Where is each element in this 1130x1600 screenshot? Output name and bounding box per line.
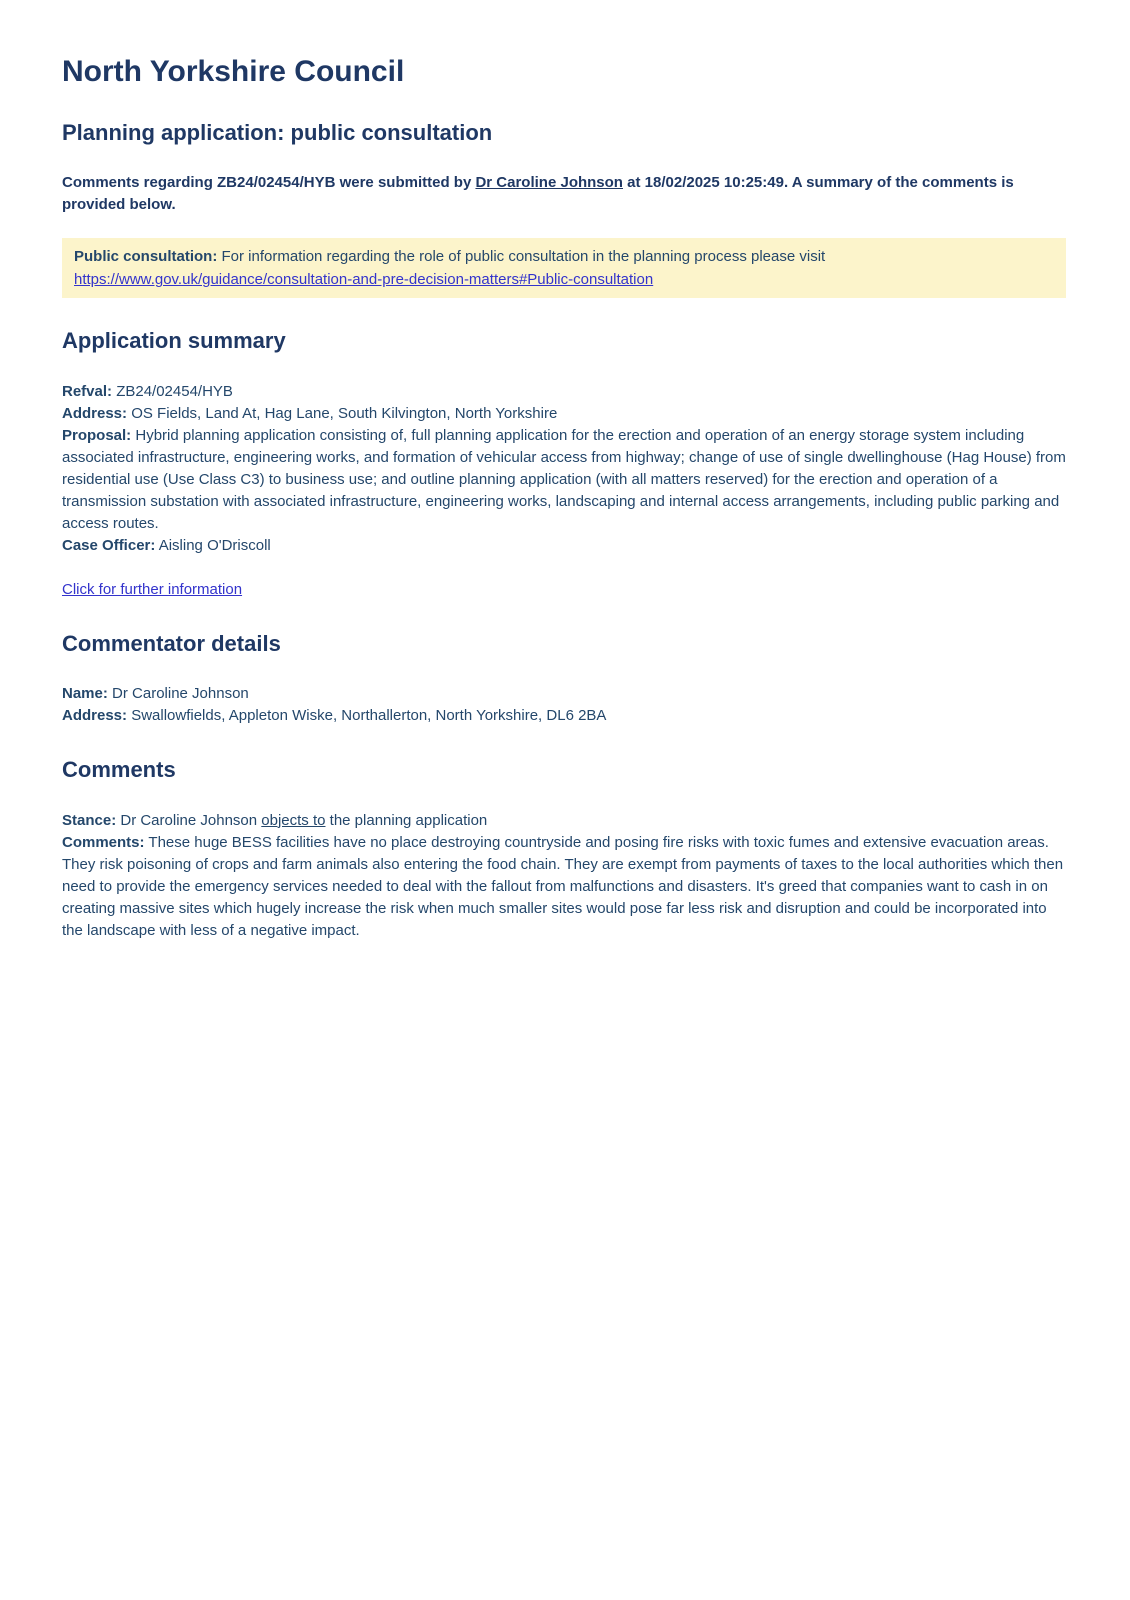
case-officer-value: Aisling O'Driscoll [155, 536, 271, 554]
notice-label: Public consultation: [74, 248, 218, 266]
site-address-label: Address: [62, 404, 128, 422]
case-officer-label: Case Officer: [62, 536, 156, 554]
proposal-line [62, 425, 1066, 535]
proposal-label: Proposal: [62, 426, 132, 444]
stance-text-after: the planning application [325, 811, 488, 829]
further-information-line [62, 579, 1066, 601]
page-title: North Yorkshire Council [62, 55, 405, 88]
intro-text-after: at 18/02/2025 10:25:49. A summary of the comments is provided below. [62, 174, 1014, 214]
notice-text: For information regarding the role of public consultation in the planning process please visit [217, 248, 826, 266]
notice-gov-uk-link[interactable]: https://www.gov.uk/guidance/consultation-and-pre-decision-matters#Public-consultation [74, 271, 654, 289]
site-address-value: OS Fields, Land At, Hag Lane, South Kilvington, North Yorkshire [127, 404, 558, 422]
commentator-name-line [62, 683, 1066, 705]
commentator-address-label: Address: [62, 707, 128, 725]
application-summary-heading: Application summary [62, 328, 286, 354]
commentator-name-value: Dr Caroline Johnson [107, 685, 249, 703]
commentator-details-heading: Commentator details [62, 630, 281, 656]
commentator-address-line [62, 705, 1066, 727]
stance-objects-link[interactable]: objects to [261, 811, 326, 829]
commentator-details-block [62, 683, 1066, 727]
stance-label: Stance: [62, 811, 117, 829]
comments-text: These huge BESS facilities have no place destroying countryside and posing fire risks with toxic fumes and extensive evacuation areas. They risk poisoning of crops and farm animals also entering the food chain. They are exempt from payments of taxes to the local authorities which then need to provide the emergency services needed to deal with the fallout from malfunctions and disasters. It's greed that companies want to cash in on creating massive sites which hugely increase the risk when much smaller sites would pose far less risk and disruption and could be incorporated into the landscape with less of a negative impact. [62, 833, 1064, 939]
stance-text-before: Dr Caroline Johnson [116, 811, 262, 829]
comments-block [62, 810, 1066, 942]
application-summary-block [62, 381, 1066, 557]
comments-text-line [62, 832, 1066, 942]
comments-heading: Comments [62, 757, 176, 783]
refval-value: ZB24/02454/HYB [112, 382, 233, 400]
further-information-link[interactable]: Click for further information [62, 580, 243, 598]
stance-line [62, 810, 1066, 832]
case-officer-line [62, 535, 1066, 557]
comments-label: Comments: [62, 833, 145, 851]
proposal-value: Hybrid planning application consisting of, full planning application for the erection and operation of an energy storage system including associated infrastructure, engineering works, and formation of vehicular access from highway; change of use of single dwellinghouse (Hag House) from residential use (Use Class C3) to business use; and outline planning application (with all matters reserved) for the erection and operation of a transmission substation with associated infrastructure, engineering works, landscaping and internal access arrangements, including public parking and access routes. [62, 426, 1066, 532]
site-address-line [62, 403, 1066, 425]
refval-line [62, 381, 1066, 403]
refval-label: Refval: [62, 382, 113, 400]
commenter-link[interactable]: Dr Caroline Johnson [475, 174, 623, 192]
public-consultation-notice [62, 238, 1066, 298]
intro-text-before: Comments regarding ZB24/02454/HYB were submitted by [62, 174, 476, 192]
page-subtitle: Planning application: public consultation [62, 120, 493, 145]
commentator-name-label: Name: [62, 685, 108, 703]
commentator-address-value: Swallowfields, Appleton Wiske, Northallerton, North Yorkshire, DL6 2BA [127, 707, 607, 725]
intro-paragraph [62, 172, 1066, 216]
